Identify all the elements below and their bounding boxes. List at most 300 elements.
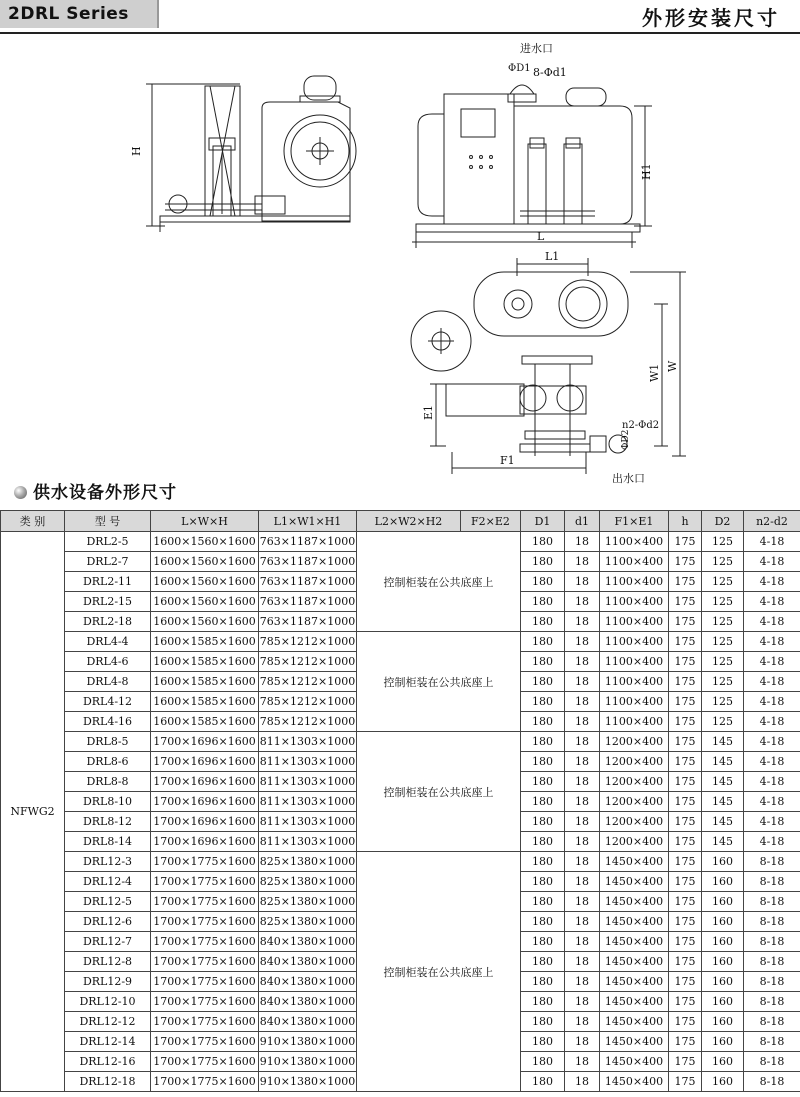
model-cell: DRL12-16 bbox=[65, 1052, 151, 1072]
model-cell: DRL2-15 bbox=[65, 592, 151, 612]
f1e1-cell: 1100×400 bbox=[600, 552, 669, 572]
outlet-label: 出水口 bbox=[612, 472, 645, 485]
section-title bbox=[14, 478, 177, 503]
d2-cell: 160 bbox=[702, 912, 744, 932]
table-header-row bbox=[1, 511, 800, 532]
lwh-cell: 1700×1775×1600 bbox=[151, 872, 259, 892]
lwh-cell: 1700×1775×1600 bbox=[151, 1072, 259, 1092]
dim-D2: ΦD2 bbox=[621, 429, 631, 450]
lwh-cell: 1700×1696×1600 bbox=[151, 812, 259, 832]
d1-cell: 180 bbox=[521, 992, 565, 1012]
d2-cell: 160 bbox=[702, 972, 744, 992]
f1e1-cell: 1200×400 bbox=[600, 772, 669, 792]
f1e1-cell: 1200×400 bbox=[600, 732, 669, 752]
h-cell: 175 bbox=[669, 952, 702, 972]
table-row bbox=[1, 632, 800, 652]
f1e1-cell: 1450×400 bbox=[600, 1052, 669, 1072]
f1e1-cell: 1100×400 bbox=[600, 532, 669, 552]
h-cell: 175 bbox=[669, 612, 702, 632]
d1-cell: 180 bbox=[521, 592, 565, 612]
d2-cell: 125 bbox=[702, 552, 744, 572]
n2d2-cell: 8-18 bbox=[744, 872, 800, 892]
plan-view bbox=[411, 250, 686, 485]
n2d2-cell: 8-18 bbox=[744, 1032, 800, 1052]
h-cell: 175 bbox=[669, 732, 702, 752]
l1w1h1-cell: 785×1212×1000 bbox=[259, 712, 357, 732]
d1-cell: 180 bbox=[521, 812, 565, 832]
n2d2-cell: 4-18 bbox=[744, 592, 800, 612]
d2-cell: 160 bbox=[702, 992, 744, 1012]
model-cell: DRL12-12 bbox=[65, 1012, 151, 1032]
f1e1-cell: 1450×400 bbox=[600, 1072, 669, 1092]
d2-cell: 160 bbox=[702, 892, 744, 912]
dim-d1: 8-Φd1 bbox=[533, 66, 567, 79]
dim-W: W bbox=[666, 360, 679, 372]
section-title-text: 供水设备外形尺寸 bbox=[33, 483, 177, 503]
d2-cell: 145 bbox=[702, 732, 744, 752]
n2d2-cell: 4-18 bbox=[744, 792, 800, 812]
dim-L1: L1 bbox=[545, 250, 560, 263]
h-cell: 175 bbox=[669, 912, 702, 932]
n2d2-cell: 4-18 bbox=[744, 812, 800, 832]
f1e1-cell: 1200×400 bbox=[600, 752, 669, 772]
lwh-cell: 1700×1775×1600 bbox=[151, 1012, 259, 1032]
f1e1-cell: 1100×400 bbox=[600, 692, 669, 712]
lwh-cell: 1700×1696×1600 bbox=[151, 832, 259, 852]
n2d2-cell: 8-18 bbox=[744, 992, 800, 1012]
d1-cell: 180 bbox=[521, 952, 565, 972]
dim-H: H bbox=[130, 146, 143, 156]
l1w1h1-cell: 785×1212×1000 bbox=[259, 672, 357, 692]
n2d2-cell: 4-18 bbox=[744, 652, 800, 672]
f1e1-cell: 1450×400 bbox=[600, 912, 669, 932]
h-cell: 175 bbox=[669, 1052, 702, 1072]
category-cell: NFWG2 bbox=[1, 532, 65, 1092]
model-cell: DRL12-8 bbox=[65, 952, 151, 972]
d1-cell: 180 bbox=[521, 572, 565, 592]
d2-cell: 160 bbox=[702, 872, 744, 892]
d1-cell: 180 bbox=[521, 632, 565, 652]
d2-cell: 125 bbox=[702, 672, 744, 692]
d2-cell: 160 bbox=[702, 1032, 744, 1052]
model-cell: DRL2-18 bbox=[65, 612, 151, 632]
f1e1-cell: 1100×400 bbox=[600, 612, 669, 632]
d2-cell: 145 bbox=[702, 792, 744, 812]
model-cell: DRL4-4 bbox=[65, 632, 151, 652]
d2-cell: 160 bbox=[702, 852, 744, 872]
l1w1h1-cell: 825×1380×1000 bbox=[259, 912, 357, 932]
lwh-cell: 1600×1585×1600 bbox=[151, 712, 259, 732]
model-cell: DRL12-6 bbox=[65, 912, 151, 932]
d1-cell: 180 bbox=[521, 852, 565, 872]
n2d2-cell: 8-18 bbox=[744, 932, 800, 952]
l1w1h1-cell: 785×1212×1000 bbox=[259, 652, 357, 672]
table-body bbox=[1, 532, 800, 1092]
d1-cell: 180 bbox=[521, 1012, 565, 1032]
h-cell: 175 bbox=[669, 592, 702, 612]
dim-E1: E1 bbox=[422, 404, 435, 420]
model-cell: DRL4-12 bbox=[65, 692, 151, 712]
dim-d2: n2-Φd2 bbox=[622, 420, 660, 431]
n2d2-cell: 8-18 bbox=[744, 972, 800, 992]
header-f2e2: F2×E2 bbox=[461, 511, 521, 532]
table-row bbox=[1, 732, 800, 752]
d2-cell: 125 bbox=[702, 692, 744, 712]
f1e1-cell: 1200×400 bbox=[600, 792, 669, 812]
d2-cell: 125 bbox=[702, 712, 744, 732]
d1-small-cell: 18 bbox=[565, 632, 600, 652]
f1e1-cell: 1200×400 bbox=[600, 812, 669, 832]
l1w1h1-cell: 763×1187×1000 bbox=[259, 532, 357, 552]
header-model: 型 号 bbox=[65, 511, 151, 532]
lwh-cell: 1700×1775×1600 bbox=[151, 1052, 259, 1072]
d1-small-cell: 18 bbox=[565, 872, 600, 892]
l1w1h1-cell: 840×1380×1000 bbox=[259, 952, 357, 972]
page-header bbox=[0, 0, 800, 34]
front-view bbox=[412, 41, 653, 248]
header-l1w1h1: L1×W1×H1 bbox=[259, 511, 357, 532]
d1-cell: 180 bbox=[521, 932, 565, 952]
model-cell: DRL8-8 bbox=[65, 772, 151, 792]
l1w1h1-cell: 811×1303×1000 bbox=[259, 732, 357, 752]
d1-small-cell: 18 bbox=[565, 572, 600, 592]
inlet-label: 进水口 bbox=[520, 42, 553, 55]
l1w1h1-cell: 811×1303×1000 bbox=[259, 792, 357, 812]
l1w1h1-cell: 811×1303×1000 bbox=[259, 772, 357, 792]
l1w1h1-cell: 910×1380×1000 bbox=[259, 1052, 357, 1072]
l1w1h1-cell: 825×1380×1000 bbox=[259, 872, 357, 892]
model-cell: DRL12-4 bbox=[65, 872, 151, 892]
bullet-icon bbox=[14, 486, 27, 499]
f1e1-cell: 1100×400 bbox=[600, 652, 669, 672]
dim-H1: H1 bbox=[640, 163, 653, 180]
header-category: 类 别 bbox=[1, 511, 65, 532]
model-cell: DRL2-11 bbox=[65, 572, 151, 592]
d1-cell: 180 bbox=[521, 652, 565, 672]
l1w1h1-cell: 763×1187×1000 bbox=[259, 612, 357, 632]
d2-cell: 145 bbox=[702, 772, 744, 792]
n2d2-cell: 4-18 bbox=[744, 772, 800, 792]
model-cell: DRL8-12 bbox=[65, 812, 151, 832]
d1-small-cell: 18 bbox=[565, 972, 600, 992]
d1-cell: 180 bbox=[521, 532, 565, 552]
d2-cell: 145 bbox=[702, 832, 744, 852]
d1-small-cell: 18 bbox=[565, 1072, 600, 1092]
d2-cell: 125 bbox=[702, 612, 744, 632]
d1-small-cell: 18 bbox=[565, 932, 600, 952]
n2d2-cell: 4-18 bbox=[744, 612, 800, 632]
n2d2-cell: 4-18 bbox=[744, 832, 800, 852]
header-divider bbox=[0, 32, 800, 34]
d1-small-cell: 18 bbox=[565, 732, 600, 752]
l1w1h1-cell: 840×1380×1000 bbox=[259, 932, 357, 952]
f1e1-cell: 1450×400 bbox=[600, 992, 669, 1012]
l1w1h1-cell: 825×1380×1000 bbox=[259, 892, 357, 912]
lwh-cell: 1600×1560×1600 bbox=[151, 612, 259, 632]
h-cell: 175 bbox=[669, 1072, 702, 1092]
header-d2: D2 bbox=[702, 511, 744, 532]
dimension-table bbox=[0, 510, 800, 1092]
dim-L: L bbox=[537, 230, 545, 243]
d2-cell: 160 bbox=[702, 932, 744, 952]
model-cell: DRL12-9 bbox=[65, 972, 151, 992]
l1w1h1-cell: 763×1187×1000 bbox=[259, 572, 357, 592]
h-cell: 175 bbox=[669, 872, 702, 892]
cabinet-note-cell: 控制柜装在公共底座上 bbox=[357, 732, 521, 852]
h-cell: 175 bbox=[669, 712, 702, 732]
header-n2d2: n2-d2 bbox=[744, 511, 800, 532]
l1w1h1-cell: 763×1187×1000 bbox=[259, 552, 357, 572]
n2d2-cell: 4-18 bbox=[744, 672, 800, 692]
f1e1-cell: 1450×400 bbox=[600, 1012, 669, 1032]
lwh-cell: 1700×1775×1600 bbox=[151, 952, 259, 972]
n2d2-cell: 8-18 bbox=[744, 952, 800, 972]
model-cell: DRL8-6 bbox=[65, 752, 151, 772]
l1w1h1-cell: 785×1212×1000 bbox=[259, 692, 357, 712]
lwh-cell: 1600×1585×1600 bbox=[151, 652, 259, 672]
lwh-cell: 1700×1775×1600 bbox=[151, 992, 259, 1012]
d1-cell: 180 bbox=[521, 972, 565, 992]
dim-W1: W1 bbox=[648, 363, 661, 382]
d1-cell: 180 bbox=[521, 832, 565, 852]
model-cell: DRL4-16 bbox=[65, 712, 151, 732]
l1w1h1-cell: 910×1380×1000 bbox=[259, 1032, 357, 1052]
n2d2-cell: 8-18 bbox=[744, 1072, 800, 1092]
model-cell: DRL4-8 bbox=[65, 672, 151, 692]
d1-small-cell: 18 bbox=[565, 952, 600, 972]
n2d2-cell: 4-18 bbox=[744, 712, 800, 732]
d2-cell: 125 bbox=[702, 572, 744, 592]
d2-cell: 125 bbox=[702, 592, 744, 612]
lwh-cell: 1700×1775×1600 bbox=[151, 852, 259, 872]
model-cell: DRL8-14 bbox=[65, 832, 151, 852]
lwh-cell: 1700×1696×1600 bbox=[151, 752, 259, 772]
n2d2-cell: 4-18 bbox=[744, 692, 800, 712]
model-cell: DRL2-7 bbox=[65, 552, 151, 572]
d1-cell: 180 bbox=[521, 692, 565, 712]
f1e1-cell: 1100×400 bbox=[600, 672, 669, 692]
d2-cell: 125 bbox=[702, 532, 744, 552]
d1-cell: 180 bbox=[521, 1072, 565, 1092]
d1-cell: 180 bbox=[521, 872, 565, 892]
lwh-cell: 1700×1775×1600 bbox=[151, 892, 259, 912]
cabinet-note-cell: 控制柜装在公共底座上 bbox=[357, 532, 521, 632]
cabinet-note-cell: 控制柜装在公共底座上 bbox=[357, 632, 521, 732]
d2-cell: 160 bbox=[702, 1012, 744, 1032]
model-cell: DRL12-10 bbox=[65, 992, 151, 1012]
d2-cell: 160 bbox=[702, 1072, 744, 1092]
model-cell: DRL12-7 bbox=[65, 932, 151, 952]
n2d2-cell: 4-18 bbox=[744, 532, 800, 552]
n2d2-cell: 8-18 bbox=[744, 852, 800, 872]
model-cell: DRL12-3 bbox=[65, 852, 151, 872]
l1w1h1-cell: 840×1380×1000 bbox=[259, 1012, 357, 1032]
d1-cell: 180 bbox=[521, 672, 565, 692]
table-row bbox=[1, 532, 800, 552]
d1-cell: 180 bbox=[521, 752, 565, 772]
header-d1-upper: D1 bbox=[521, 511, 565, 532]
n2d2-cell: 4-18 bbox=[744, 572, 800, 592]
d2-cell: 145 bbox=[702, 812, 744, 832]
l1w1h1-cell: 910×1380×1000 bbox=[259, 1072, 357, 1092]
d1-small-cell: 18 bbox=[565, 792, 600, 812]
h-cell: 175 bbox=[669, 532, 702, 552]
side-view bbox=[130, 76, 356, 232]
d1-small-cell: 18 bbox=[565, 812, 600, 832]
header-h: h bbox=[669, 511, 702, 532]
lwh-cell: 1600×1585×1600 bbox=[151, 632, 259, 652]
lwh-cell: 1700×1775×1600 bbox=[151, 1032, 259, 1052]
h-cell: 175 bbox=[669, 552, 702, 572]
d1-small-cell: 18 bbox=[565, 592, 600, 612]
d1-cell: 180 bbox=[521, 892, 565, 912]
f1e1-cell: 1450×400 bbox=[600, 872, 669, 892]
header-lwh: L×W×H bbox=[151, 511, 259, 532]
lwh-cell: 1700×1775×1600 bbox=[151, 972, 259, 992]
f1e1-cell: 1450×400 bbox=[600, 932, 669, 952]
installation-drawing bbox=[0, 36, 800, 486]
h-cell: 175 bbox=[669, 652, 702, 672]
lwh-cell: 1600×1560×1600 bbox=[151, 532, 259, 552]
h-cell: 175 bbox=[669, 852, 702, 872]
l1w1h1-cell: 785×1212×1000 bbox=[259, 632, 357, 652]
f1e1-cell: 1200×400 bbox=[600, 832, 669, 852]
f1e1-cell: 1450×400 bbox=[600, 972, 669, 992]
n2d2-cell: 4-18 bbox=[744, 752, 800, 772]
h-cell: 175 bbox=[669, 812, 702, 832]
n2d2-cell: 4-18 bbox=[744, 732, 800, 752]
h-cell: 175 bbox=[669, 572, 702, 592]
d1-small-cell: 18 bbox=[565, 552, 600, 572]
n2d2-cell: 8-18 bbox=[744, 1052, 800, 1072]
model-cell: DRL12-14 bbox=[65, 1032, 151, 1052]
h-cell: 175 bbox=[669, 832, 702, 852]
h-cell: 175 bbox=[669, 672, 702, 692]
d1-cell: 180 bbox=[521, 912, 565, 932]
d2-cell: 160 bbox=[702, 952, 744, 972]
d1-small-cell: 18 bbox=[565, 832, 600, 852]
model-cell: DRL4-6 bbox=[65, 652, 151, 672]
l1w1h1-cell: 840×1380×1000 bbox=[259, 992, 357, 1012]
h-cell: 175 bbox=[669, 632, 702, 652]
d1-cell: 180 bbox=[521, 612, 565, 632]
h-cell: 175 bbox=[669, 892, 702, 912]
series-tab bbox=[0, 0, 159, 28]
model-cell: DRL12-18 bbox=[65, 1072, 151, 1092]
d2-cell: 125 bbox=[702, 652, 744, 672]
h-cell: 175 bbox=[669, 1012, 702, 1032]
f1e1-cell: 1100×400 bbox=[600, 572, 669, 592]
lwh-cell: 1600×1560×1600 bbox=[151, 552, 259, 572]
d1-small-cell: 18 bbox=[565, 612, 600, 632]
d1-small-cell: 18 bbox=[565, 892, 600, 912]
lwh-cell: 1600×1585×1600 bbox=[151, 692, 259, 712]
l1w1h1-cell: 825×1380×1000 bbox=[259, 852, 357, 872]
h-cell: 175 bbox=[669, 772, 702, 792]
lwh-cell: 1700×1775×1600 bbox=[151, 912, 259, 932]
d1-small-cell: 18 bbox=[565, 1032, 600, 1052]
cabinet-note-cell: 控制柜装在公共底座上 bbox=[357, 852, 521, 1092]
model-cell: DRL8-5 bbox=[65, 732, 151, 752]
d2-cell: 160 bbox=[702, 1052, 744, 1072]
header-d1-lower: d1 bbox=[565, 511, 600, 532]
d1-cell: 180 bbox=[521, 732, 565, 752]
table-row bbox=[1, 852, 800, 872]
d2-cell: 125 bbox=[702, 632, 744, 652]
n2d2-cell: 4-18 bbox=[744, 552, 800, 572]
l1w1h1-cell: 763×1187×1000 bbox=[259, 592, 357, 612]
d1-small-cell: 18 bbox=[565, 852, 600, 872]
header-f1e1: F1×E1 bbox=[600, 511, 669, 532]
h-cell: 175 bbox=[669, 1032, 702, 1052]
model-cell: DRL8-10 bbox=[65, 792, 151, 812]
n2d2-cell: 8-18 bbox=[744, 1012, 800, 1032]
f1e1-cell: 1450×400 bbox=[600, 892, 669, 912]
d1-small-cell: 18 bbox=[565, 692, 600, 712]
l1w1h1-cell: 811×1303×1000 bbox=[259, 812, 357, 832]
f1e1-cell: 1100×400 bbox=[600, 592, 669, 612]
d1-small-cell: 18 bbox=[565, 1052, 600, 1072]
d1-cell: 180 bbox=[521, 1032, 565, 1052]
l1w1h1-cell: 811×1303×1000 bbox=[259, 832, 357, 852]
f1e1-cell: 1100×400 bbox=[600, 632, 669, 652]
dim-D1: ΦD1 bbox=[508, 63, 531, 74]
d1-cell: 180 bbox=[521, 1052, 565, 1072]
n2d2-cell: 8-18 bbox=[744, 912, 800, 932]
d1-small-cell: 18 bbox=[565, 712, 600, 732]
equipment-drawing-svg bbox=[0, 36, 800, 486]
d1-small-cell: 18 bbox=[565, 772, 600, 792]
d1-small-cell: 18 bbox=[565, 752, 600, 772]
d1-cell: 180 bbox=[521, 772, 565, 792]
d1-cell: 180 bbox=[521, 712, 565, 732]
l1w1h1-cell: 811×1303×1000 bbox=[259, 752, 357, 772]
h-cell: 175 bbox=[669, 692, 702, 712]
d1-small-cell: 18 bbox=[565, 652, 600, 672]
h-cell: 175 bbox=[669, 972, 702, 992]
page-title: 外形安装尺寸 bbox=[642, 6, 780, 30]
h-cell: 175 bbox=[669, 992, 702, 1012]
d1-small-cell: 18 bbox=[565, 1012, 600, 1032]
h-cell: 175 bbox=[669, 752, 702, 772]
d1-small-cell: 18 bbox=[565, 532, 600, 552]
d1-small-cell: 18 bbox=[565, 992, 600, 1012]
lwh-cell: 1700×1696×1600 bbox=[151, 732, 259, 752]
d2-cell: 145 bbox=[702, 752, 744, 772]
model-cell: DRL2-5 bbox=[65, 532, 151, 552]
lwh-cell: 1700×1696×1600 bbox=[151, 792, 259, 812]
n2d2-cell: 8-18 bbox=[744, 892, 800, 912]
d1-small-cell: 18 bbox=[565, 912, 600, 932]
n2d2-cell: 4-18 bbox=[744, 632, 800, 652]
h-cell: 175 bbox=[669, 932, 702, 952]
series-label: 2DRL Series bbox=[8, 4, 129, 24]
lwh-cell: 1600×1560×1600 bbox=[151, 592, 259, 612]
l1w1h1-cell: 840×1380×1000 bbox=[259, 972, 357, 992]
f1e1-cell: 1450×400 bbox=[600, 852, 669, 872]
h-cell: 175 bbox=[669, 792, 702, 812]
lwh-cell: 1600×1585×1600 bbox=[151, 672, 259, 692]
lwh-cell: 1700×1696×1600 bbox=[151, 772, 259, 792]
dim-F1: F1 bbox=[500, 454, 515, 467]
d1-cell: 180 bbox=[521, 552, 565, 572]
d1-cell: 180 bbox=[521, 792, 565, 812]
f1e1-cell: 1450×400 bbox=[600, 952, 669, 972]
header-l2w2h2: L2×W2×H2 bbox=[357, 511, 461, 532]
model-cell: DRL12-5 bbox=[65, 892, 151, 912]
lwh-cell: 1700×1775×1600 bbox=[151, 932, 259, 952]
f1e1-cell: 1100×400 bbox=[600, 712, 669, 732]
